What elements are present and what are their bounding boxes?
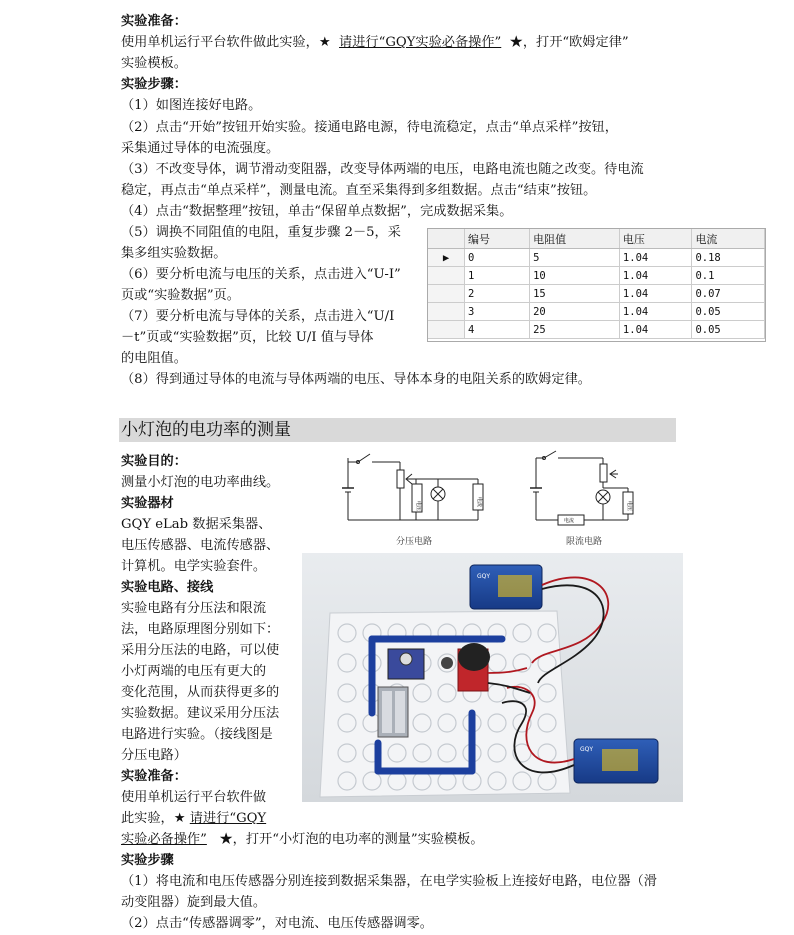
table-cell[interactable]: 1.04 xyxy=(619,303,692,321)
table-cell[interactable]: 0.1 xyxy=(692,267,765,285)
table-cell[interactable]: 1.04 xyxy=(619,321,692,339)
equip-line: GQY eLab 数据采集器、 xyxy=(121,517,272,532)
step-line: （7）要分析电流与导体的关系，点击进入“U/I xyxy=(121,309,395,324)
row-pointer-icon: ▶ xyxy=(428,249,465,267)
step-line: －t”页或“实验数据”页，比较 U/I 值与导体 xyxy=(121,330,374,345)
circuit-line: 小灯两端的电压有更大的 xyxy=(121,664,267,679)
col-header-current[interactable]: 电流 xyxy=(692,229,765,249)
table-cell[interactable]: 0.07 xyxy=(692,285,765,303)
section-title: 小灯泡的电功率的测量 xyxy=(119,418,676,442)
step-line: 稳定，再点击“单点采样”，测量电流。直至采集得到多组数据。点击“结束”按钮。 xyxy=(121,183,597,198)
ammeter-label-right: 电流 xyxy=(564,518,575,524)
sensor-label-top: GQY xyxy=(477,573,491,580)
circuit-line: 采用分压法的电路，可以使 xyxy=(121,643,280,658)
prep2-line xyxy=(121,809,266,829)
data-table xyxy=(427,228,766,342)
table-cell[interactable]: 25 xyxy=(530,321,620,339)
table-cell[interactable]: 0.05 xyxy=(692,303,765,321)
table-row[interactable] xyxy=(428,267,765,285)
table-cell[interactable]: 2 xyxy=(465,285,530,303)
caption-left: 分压电路 xyxy=(396,537,433,547)
step-line: （8）得到通过导体的电流与导体两端的电压、导体本身的电阻关系的欧姆定律。 xyxy=(121,372,591,387)
table-cell[interactable]: 3 xyxy=(465,303,530,321)
table-row[interactable] xyxy=(428,249,765,267)
circuit-heading: 实验电路、接线 xyxy=(121,580,214,595)
circuit-line: 实验电路有分压法和限流 xyxy=(121,601,267,616)
prep2-line: 使用单机运行平台软件做 xyxy=(121,790,267,805)
step-line: （4）点击“数据整理”按钮，单击“保留单点数据”，完成数据采集。 xyxy=(121,204,513,219)
table-cell[interactable]: 4 xyxy=(465,321,530,339)
equip-heading: 实验器材 xyxy=(121,496,174,511)
step2-line: （2）点击“传感器调零”，对电流、电压传感器调零。 xyxy=(121,916,433,931)
row-header xyxy=(428,285,465,303)
step-line: 集多组实验数据。 xyxy=(121,246,227,261)
prep-line-2: 实验模板。 xyxy=(121,56,187,71)
table-cell[interactable]: 15 xyxy=(530,285,620,303)
step-line: （3）不改变导体，调节滑动变阻器，改变导体两端的电压，电路电流也随之改变。待电流 xyxy=(121,162,644,177)
prep2-text: 此实验， xyxy=(121,811,174,826)
equip-line: 计算机。电学实验套件。 xyxy=(121,559,267,574)
col-header-id[interactable]: 编号 xyxy=(465,229,530,249)
prep2-heading: 实验准备： xyxy=(121,769,187,784)
table-cell[interactable]: 1.04 xyxy=(619,267,692,285)
gqy-link[interactable]: 请进行“GQY实验必备操作” xyxy=(339,35,502,50)
table-cell[interactable]: 1.04 xyxy=(619,249,692,267)
step-line: （2）点击“开始”按钮开始实验。接通电路电源，待电流稳定，点击“单点采样”按钮， xyxy=(121,120,618,135)
table-cell[interactable]: 0.18 xyxy=(692,249,765,267)
table-cell[interactable]: 0 xyxy=(465,249,530,267)
circuit-line: 电路进行实验。（接线图是 xyxy=(121,727,273,742)
equip-line: 电压传感器、电流传感器、 xyxy=(121,538,280,553)
table-cell[interactable]: 0.05 xyxy=(692,321,765,339)
prep2-tail: ★，打开“小灯泡的电功率的测量”实验模板。 xyxy=(215,832,484,847)
table-cell[interactable]: 20 xyxy=(530,303,620,321)
circuit-line: 法，电路原理图分别如下： xyxy=(121,622,280,637)
prep2-line xyxy=(121,830,484,850)
row-header xyxy=(428,321,465,339)
apparatus-photo xyxy=(302,553,683,802)
step-line: （1）如图连接好电路。 xyxy=(121,98,262,113)
row-header xyxy=(428,303,465,321)
table-row[interactable] xyxy=(428,321,765,339)
prep-text-b: ★，打开“欧姆定律” xyxy=(509,35,629,50)
circuit-line: 实验数据。建议采用分压法 xyxy=(121,706,280,721)
table-row[interactable] xyxy=(428,285,765,303)
circuit-diagrams xyxy=(318,448,658,552)
caption-right: 限流电路 xyxy=(566,537,603,547)
table-cell[interactable]: 1.04 xyxy=(619,285,692,303)
steps2-heading: 实验步骤 xyxy=(121,853,174,868)
step2-line: （1）将电流和电压传感器分别连接到数据采集器，在电学实验板上连接好电路，电位器（滑 xyxy=(121,874,657,889)
prep-heading: 实验准备： xyxy=(121,14,187,29)
star-icon: ★ xyxy=(318,35,331,50)
gqy-link-2[interactable]: 请进行“GQY xyxy=(189,811,267,826)
star-icon: ★ xyxy=(173,811,186,826)
step-line: 采集通过导体的电流强度。 xyxy=(121,141,280,156)
ammeter-label: 电流 xyxy=(476,497,482,508)
purpose-text: 测量小灯泡的电功率曲线。 xyxy=(121,475,280,490)
row-header xyxy=(428,267,465,285)
table-cell[interactable]: 10 xyxy=(530,267,620,285)
step2-line: 动变阻器）旋到最大值。 xyxy=(121,895,267,910)
circuit-line: 分压电路） xyxy=(121,748,187,763)
step-line: 页或“实验数据”页。 xyxy=(121,288,240,303)
step-line: （5）调换不同阻值的电阻，重复步骤 2－5，采 xyxy=(121,225,401,240)
table-cell[interactable]: 5 xyxy=(530,249,620,267)
gqy-link-2b[interactable]: 实验必备操作” xyxy=(121,832,207,847)
circuit-line: 变化范围，从而获得更多的 xyxy=(121,685,280,700)
purpose-heading: 实验目的： xyxy=(121,454,187,469)
prep-line-1 xyxy=(121,33,629,53)
prep-text: 使用单机运行平台软件做此实验， xyxy=(121,35,319,50)
step-line: 的电阻值。 xyxy=(121,351,187,366)
sensor-label-bottom: GQY xyxy=(580,746,594,753)
row-header-corner xyxy=(428,229,465,249)
voltmeter-label: 电压 xyxy=(415,501,421,512)
table-row[interactable] xyxy=(428,303,765,321)
voltmeter-label-right: 电压 xyxy=(626,501,632,512)
col-header-voltage[interactable]: 电压 xyxy=(619,229,692,249)
col-header-resistance[interactable]: 电阻值 xyxy=(530,229,620,249)
step-line: （6）要分析电流与电压的关系，点击进入“U-I” xyxy=(121,267,401,282)
table-cell[interactable]: 1 xyxy=(465,267,530,285)
steps-heading: 实验步骤： xyxy=(121,77,187,92)
